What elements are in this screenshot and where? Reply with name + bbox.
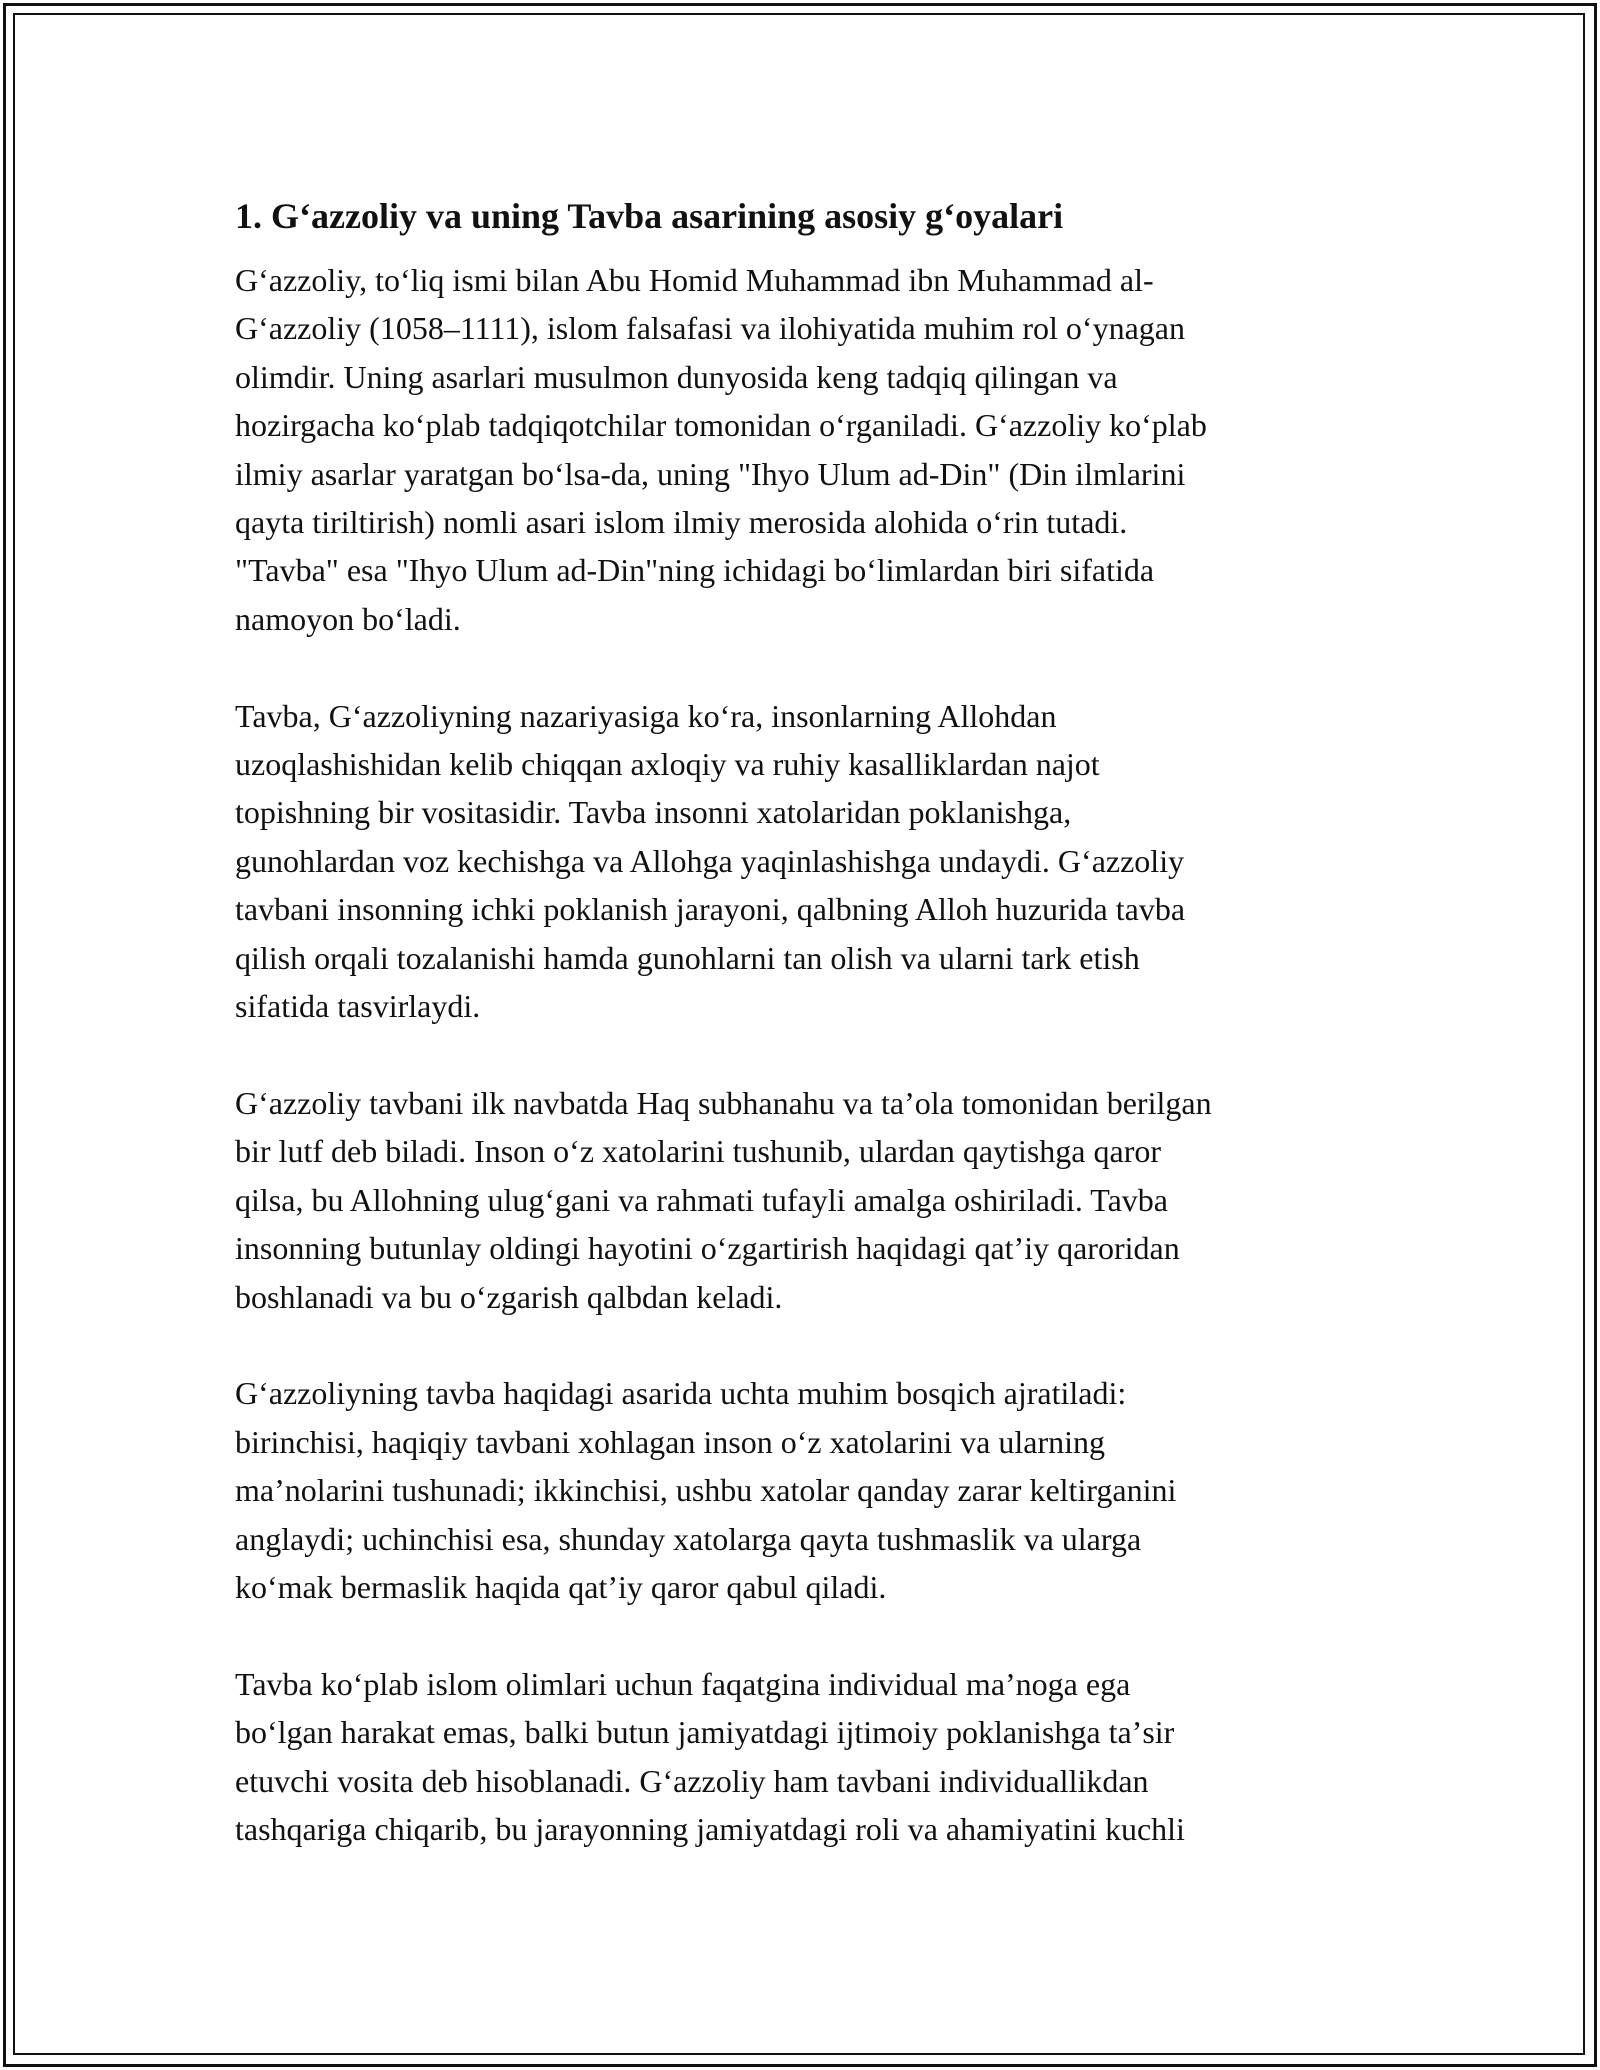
section-heading: 1. Gʻazzoliy va uning Tavba asarining asosiy gʻoyalari	[235, 196, 1064, 236]
text-line: Gʻazzoliy tavbani ilk navbatda Haq subhanahu va taʼola tomonidan berilgan	[235, 1084, 1212, 1121]
text-line: tashqariga chiqarib, bu jarayonning jamiyatdagi roli va ahamiyatini kuchli	[235, 1810, 1185, 1847]
text-line: anglaydi; uchinchisi esa, shunday xatolarga qayta tushmaslik va ularga	[235, 1520, 1142, 1557]
text-line: topishning bir vositasidir. Tavba insonni xatolaridan poklanishga,	[235, 794, 1072, 831]
text-line: qayta tiriltirish) nomli asari islom ilmiy merosida alohida oʻrin tutadi.	[235, 504, 1128, 541]
text-line: qilish orqali tozalanishi hamda gunohlarni tan olish va ularni tark etish	[235, 939, 1140, 976]
text-line: birinchisi, haqiqiy tavbani xohlagan inson oʻz xatolarini va ularning	[235, 1423, 1106, 1460]
text-line: insonning butunlay oldingi hayotini oʻzgartirish haqidagi qatʼiy qaroridan	[235, 1230, 1180, 1267]
text-line: Gʻazzoliyning tavba haqidagi asarida uchta muhim bosqich ajratiladi:	[235, 1375, 1127, 1412]
text-line: ilmiy asarlar yaratgan boʻlsa-da, uning "Ihyo Ulum ad-Din" (Din ilmlarini	[235, 455, 1186, 492]
text-line: etuvchi vosita deb hisoblanadi. Gʻazzoliy ham tavbani individuallikdan	[235, 1762, 1149, 1799]
text-line: qilsa, bu Allohning ulugʻgani va rahmati tufayli amalga oshiriladi. Tavba	[235, 1181, 1168, 1218]
paragraph	[235, 1369, 1375, 1611]
text-line: hozirgacha koʻplab tadqiqotchilar tomonidan oʻrganiladi. Gʻazzoliy koʻplab	[235, 407, 1207, 444]
text-line: tavbani insonning ichki poklanish jarayoni, qalbning Alloh huzurida tavba	[235, 891, 1186, 928]
text-line: "Tavba" esa "Ihyo Ulum ad-Din"ning ichidagi boʻlimlardan biri sifatida	[235, 552, 1155, 589]
text-line: Tavba koʻplab islom olimlari uchun faqatgina individual maʼnoga ega	[235, 1665, 1131, 1702]
text-line: Gʻazzoliy, toʻliq ismi bilan Abu Homid Muhammad ibn Muhammad al-	[235, 262, 1154, 298]
paragraph-list	[235, 256, 1375, 1853]
document-body	[235, 188, 1375, 1902]
text-line: boshlanadi va bu oʻzgarish qalbdan keladi.	[235, 1278, 783, 1315]
text-line: boʻlgan harakat emas, balki butun jamiyatdagi ijtimoiy poklanishga taʼsir	[235, 1714, 1175, 1751]
text-line: maʼnolarini tushunadi; ikkinchisi, ushbu xatolar qanday zarar keltirganini	[235, 1472, 1177, 1509]
paragraph	[235, 692, 1375, 1031]
text-line: Tavba, Gʻazzoliyning nazariyasiga koʻra, insonlarning Allohdan	[235, 697, 1057, 734]
paragraph	[235, 1660, 1375, 1854]
text-line: sifatida tasvirlaydi.	[235, 988, 481, 1025]
paragraph	[235, 1079, 1375, 1321]
text-line: olimdir. Uning asarlari musulmon dunyosida keng tadqiq qilingan va	[235, 358, 1118, 395]
text-line: uzoqlashishidan kelib chiqqan axloqiy va ruhiy kasalliklardan najot	[235, 746, 1100, 783]
text-line: bir lutf deb biladi. Inson oʻz xatolarini tushunib, ulardan qaytishga qaror	[235, 1133, 1161, 1170]
text-line: koʻmak bermaslik haqida qatʼiy qaror qabul qiladi.	[235, 1568, 887, 1605]
text-line: Gʻazzoliy (1058–1111), islom falsafasi va ilohiyatida muhim rol oʻynagan	[235, 310, 1185, 347]
text-line: gunohlardan voz kechishga va Allohga yaqinlashishga undaydi. Gʻazzoliy	[235, 842, 1185, 879]
paragraph	[235, 256, 1375, 643]
text-line: namoyon boʻladi.	[235, 600, 461, 637]
